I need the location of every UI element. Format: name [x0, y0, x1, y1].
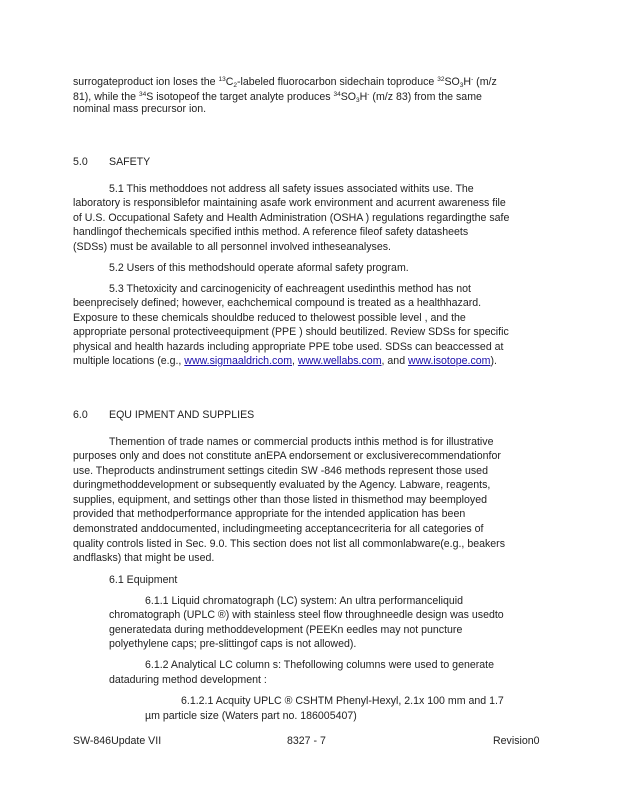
link-wellabs[interactable]: www.wellabs.com — [297, 355, 382, 367]
paragraph-6-intro-line: use. Theproducts andinstrument settings citedin SW -846 methods represent those used — [73, 465, 488, 477]
paragraph-5-3-line: Exposure to these chemicals shouldbe reduced to thelowest possible level , and the — [73, 312, 466, 324]
footer-revision: Revision0 — [493, 735, 540, 747]
section-number-5: 5.0 — [73, 156, 88, 168]
section-number-6: 6.0 — [73, 409, 88, 421]
paragraph-6-1-2-line: dataduring method development : — [109, 674, 267, 686]
paragraph-6-1-1-line: 6.1.1 Liquid chromatograph (LC) system: An ultra performanceliquid — [145, 595, 463, 607]
paragraph-6-intro-line: Themention of trade names or commercial products inthis method is for illustrative — [109, 436, 494, 448]
paragraph-6-intro-line: quality controls listed in Sec. 9.0. This section does not list all commonlabware(e.g., beakers — [73, 538, 506, 550]
paragraph-6-1-2-line: 6.1.2 Analytical LC column s: Thefollowing columns were used to generate — [145, 659, 495, 671]
paragraph-6-1-1-line: polyethylene caps; pre-slittingof caps is not allowed). — [109, 638, 357, 650]
paragraph-5-1-line: laboratory is responsiblefor maintaining asafe work environment and acurrent awareness file — [73, 197, 506, 209]
paragraph-5-1-line: 5.1 This methoddoes not address all safety issues associated withits use. The — [109, 183, 474, 195]
link-isotope[interactable]: www.isotope.com — [408, 355, 491, 367]
intro-line-3: nominal mass precursor ion. — [73, 103, 207, 115]
paragraph-5-3-line: appropriate personal protectiveequipment (PPE ) should beutilized. Review SDSs for specific — [73, 326, 509, 338]
footer-page-number: 8327 - 7 — [287, 735, 326, 747]
paragraph-5-3-line: 5.3 Thetoxicity and carcinogenicity of eachreagent usedinthis method has not — [109, 283, 471, 295]
paragraph-5-1-line: of U.S. Occupational Safety and Health Administration (OSHA ) regulations regardingthe safe — [73, 212, 510, 224]
intro-line-1: surrogateproduct ion loses the $^{13}C_2$-labeled fluorocarbon sidechain toproduce $^{32}SO_3H^-$ (m/z — [73, 76, 497, 89]
paragraph-6-intro-line: supplies, equipment, and settings other than those listed in thismethod may beemployed — [73, 494, 487, 506]
paragraph-6-1-1-line: generatedata during methoddevelopment (PEEKn eedles may not puncture — [109, 624, 463, 636]
paragraph-5-2: 5.2 Users of this methodshould operate aformal safety program. — [109, 262, 409, 274]
paragraph-6-1-1-line: chromatograph (UPLC ®) with stainless steel flow throughneedle design was usedto — [109, 609, 504, 621]
paragraph-5-3-last-line: multiple locations (e.g., www.sigmaaldrich.com, www.wellabs.com, and www.isotope.com). — [73, 355, 497, 367]
paragraph-6-intro-line: duringmethoddevelopment or subsequently evaluated by the Agency. Labware, reagents, — [73, 479, 491, 491]
paragraph-5-3-line: physical and health hazards including appropriate PPE tobe used. SDSs can beaccessed at — [73, 341, 504, 353]
link-sigmaaldrich[interactable]: www.sigmaaldrich.com — [184, 355, 293, 367]
paragraph-5-3-line: beenprecisely defined; however, eachchemical compound is treated as a healthhazard. — [73, 297, 482, 309]
paragraph-6-1-2-1-line: µm particle size (Waters part no. 186005407) — [145, 710, 357, 722]
section-title-safety: SAFETY — [109, 156, 151, 168]
paragraph-6-intro-line: demonstrated anddocumented, includingmeeting acceptancecriteria for all categories of — [73, 523, 484, 535]
subsection-6-1: 6.1 Equipment — [109, 574, 178, 586]
intro-line-2: 81), while the $^{34}$S isotopeof the target analyte produces $^{34}SO_3H^-$ (m/z 83) from the same — [73, 91, 482, 104]
section-title-equipment: EQU IPMENT AND SUPPLIES — [109, 409, 255, 421]
paragraph-6-1-2-1-line: 6.1.2.1 Acquity UPLC ® CSHTM Phenyl-Hexyl, 2.1x 100 mm and 1.7 — [181, 695, 504, 707]
paragraph-6-intro-line: provided that methodperformance appropriate for the intended application has been — [73, 508, 466, 520]
paragraph-5-1-line: (SDSs) must be available to all personnel involved intheseanalyses. — [73, 241, 391, 253]
paragraph-5-1-line: handlingof thechemicals specified inthis method. A reference fileof safety datasheets — [73, 226, 469, 238]
footer-document-id: SW-846Update VII — [73, 735, 162, 747]
paragraph-6-intro-line: purposes only and does not constitute anEPA endorsement or exclusiverecommendationfor — [73, 450, 501, 462]
paragraph-6-intro-line: andflasks) that might be used. — [73, 552, 215, 564]
